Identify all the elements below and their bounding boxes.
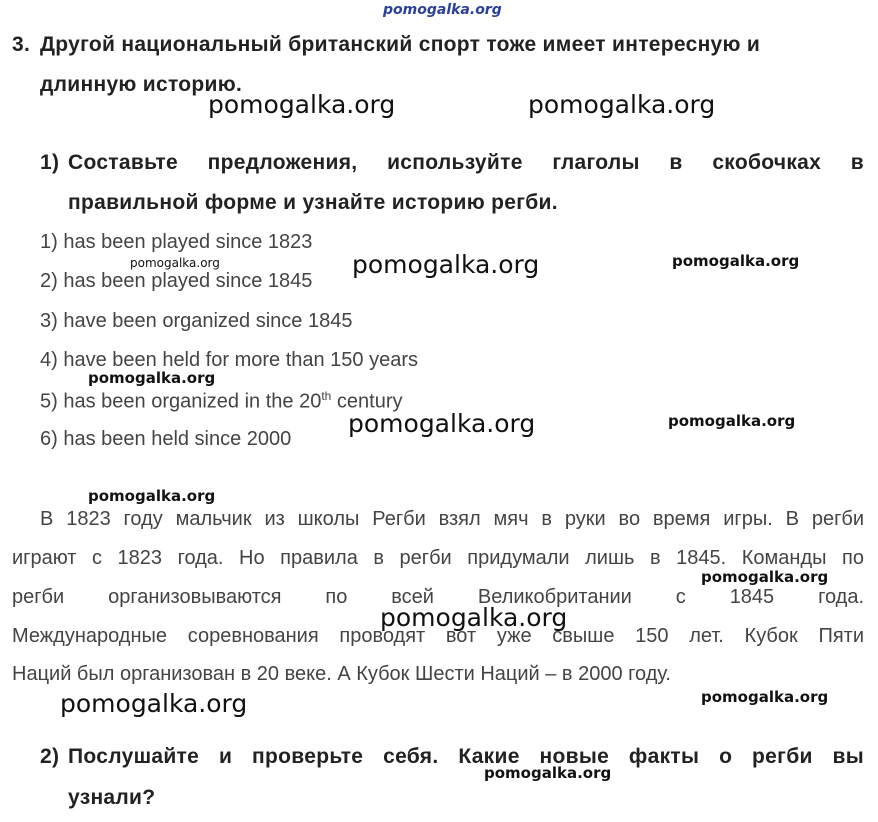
subtask2-title-line2: узнали? (68, 786, 156, 809)
answer-item-4: 4) have been held for more than 150 years (40, 349, 419, 371)
paragraph-line-4: Международные соревнования проводят вот уже свыше 150 лет. Кубок Пяти (12, 625, 864, 647)
watermark: pomogalka.org (60, 689, 248, 718)
watermark: pomogalka.org (701, 688, 829, 706)
answer-item-6: 6) has been held since 2000 (40, 428, 292, 450)
answer-item-5-tail: century (331, 390, 403, 413)
watermark: pomogalka.org (208, 90, 396, 119)
subtask2-number: 2) (40, 745, 60, 768)
watermark: pomogalka.org (484, 764, 612, 782)
task-title-line1 (40, 33, 864, 57)
answer-item-3: 3) have been organized since 1845 (40, 310, 353, 332)
watermark: pomogalka.org (380, 603, 568, 632)
watermark: pomogalka.org (352, 250, 540, 279)
paragraph-line-2: играют с 1823 года. Но правила в регби придумали лишь в 1845. Команды по (12, 547, 864, 569)
header-watermark: pomogalka.org (383, 2, 502, 18)
watermark: pomogalka.org (672, 252, 800, 270)
watermark: pomogalka.org (88, 487, 216, 505)
subtask1-title-line1: Составьте предложения, используйте глаголы в скобочках в (68, 151, 864, 174)
subtask1-number: 1) (40, 151, 60, 174)
paragraph-line-5: Наций был организован в 20 веке. А Кубок Шести Наций – в 2000 году. (12, 663, 671, 685)
watermark: pomogalka.org (528, 90, 716, 119)
watermark: pomogalka.org (348, 409, 536, 438)
answer-item-1: 1) has been played since 1823 (40, 231, 313, 253)
answer-item-5-text: 5) has been organized in the 20 (40, 390, 322, 413)
subtask2-title-line1: Послушайте и проверьте себя. Какие новые факты о регби вы (68, 745, 864, 768)
answer-item-5-sup: th (321, 389, 332, 403)
watermark: pomogalka.org (668, 412, 796, 430)
task-number: 3. (12, 33, 31, 56)
watermark: pomogalka.org (130, 256, 220, 270)
answer-item-2: 2) has been played since 1845 (40, 270, 313, 292)
watermark: pomogalka.org (701, 568, 829, 586)
task-title-text-1: Другой национальный британский спорт тоже имеет интересную и (40, 33, 761, 56)
task-title-line2: длинную историю. (40, 73, 243, 96)
subtask1-title-line2: правильной форме и узнайте историю регби. (68, 191, 558, 214)
paragraph-line-3: регби организовываются по всей Великобритании с 1845 года. (12, 586, 864, 608)
paragraph-line-1: В 1823 году мальчик из школы Регби взял мяч в руки во время игры. В регби (40, 508, 864, 530)
watermark: pomogalka.org (88, 369, 216, 387)
